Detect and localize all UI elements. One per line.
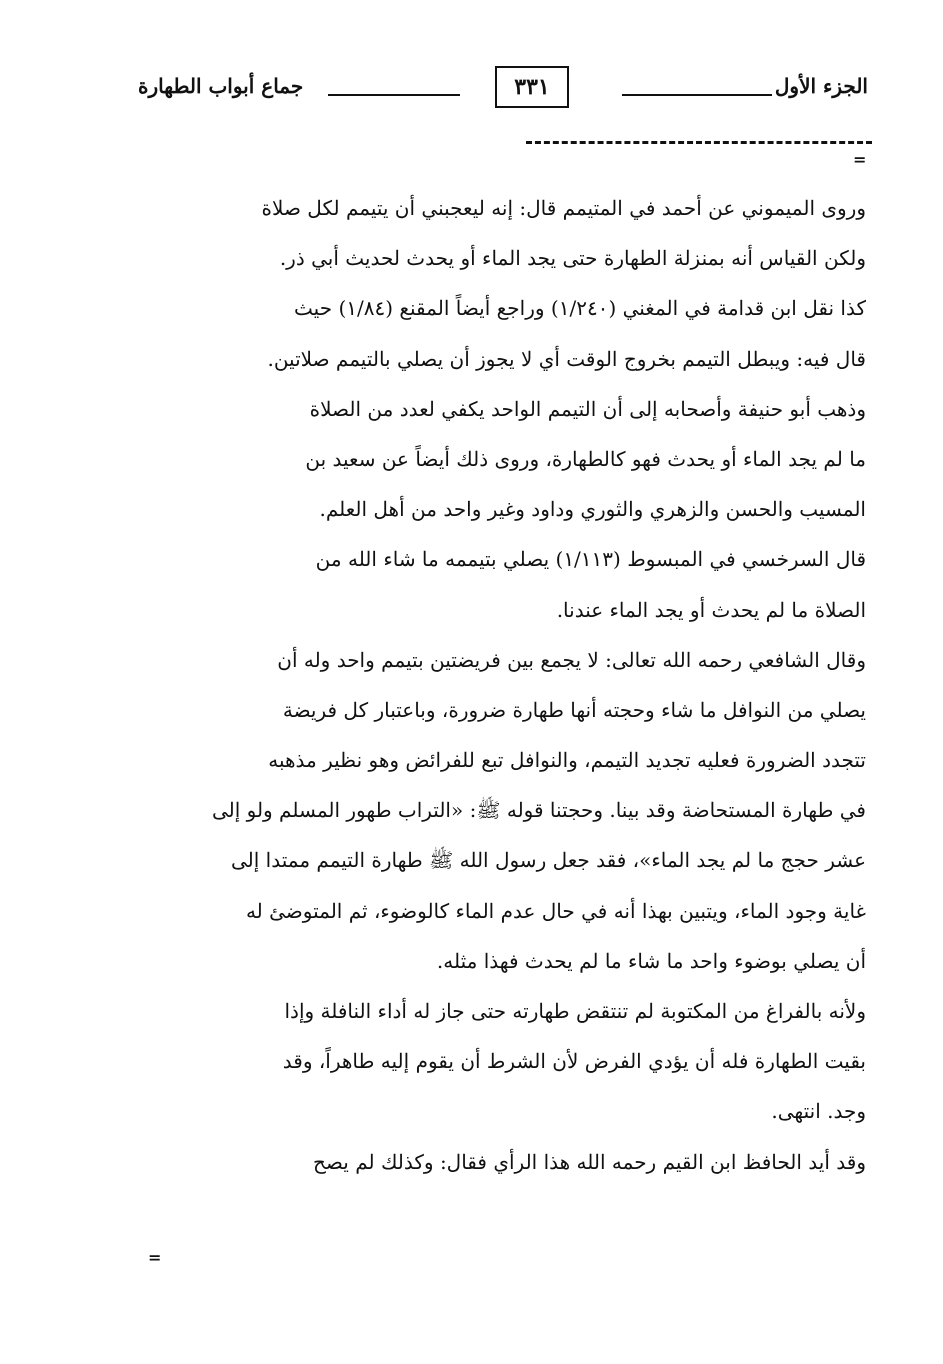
text-line: وذهب أبو حنيفة وأصحابه إلى أن التيمم الواحد يكفي لعدد من الصلاة bbox=[309, 396, 866, 421]
text-line: عشر حجج ما لم يجد الماء»، فقد جعل رسول الله ﷺ طهارة التيمم ممتدا إلى bbox=[231, 848, 866, 873]
text-line: قال السرخسي في المبسوط (١/١١٣) يصلي بتيممه ما شاء الله من bbox=[315, 547, 866, 572]
text-line: ولكن القياس أنه بمنزلة الطهارة حتى يجد الماء أو يحدث لحديث أبي ذر. bbox=[279, 246, 866, 271]
text-line: الصلاة ما لم يحدث أو يجد الماء عندنا. bbox=[556, 597, 866, 622]
footnote-body bbox=[160, 183, 866, 1187]
text-line: بقيت الطهارة فله أن يؤدي الفرض لأن الشرط أن يقوم إليه طاهراً، وقد bbox=[282, 1049, 866, 1074]
running-head-volume: الجزء الأول bbox=[774, 74, 868, 98]
page-number: ٣٣١ bbox=[495, 66, 569, 108]
text-line: أن يصلي بوضوء واحد ما شاء ما لم يحدث فهذا مثله. bbox=[436, 948, 866, 973]
running-head-chapter: جماع أبواب الطهارة bbox=[138, 74, 304, 98]
text-line: وقال الشافعي رحمه الله تعالى: لا يجمع بين فريضتين بتيمم واحد وله أن bbox=[277, 647, 866, 672]
text-line: ولأنه بالفراغ من المكتوبة لم تنتقض طهارته حتى جاز له أداء النافلة وإذا bbox=[284, 999, 866, 1023]
text-line: غاية وجود الماء، ويتبين بهذا أنه في حال عدم الماء كالوضوء، ثم المتوضئ له bbox=[245, 898, 866, 923]
text-line: تتجدد الضرورة فعليه تجديد التيمم، والنوافل تبع للفرائض وهو نظير مذهبه bbox=[268, 748, 866, 773]
text-line: المسيب والحسن والزهري والثوري وداود وغير واحد من أهل العلم. bbox=[319, 497, 866, 522]
page-header bbox=[128, 66, 868, 116]
text-line: يصلي من النوافل ما شاء وحجته أنها طهارة ضرورة، وباعتبار كل فريضة bbox=[282, 697, 866, 722]
text-line: قال فيه: ويبطل التيمم بخروج الوقت أي لا يجوز أن يصلي بالتيمم صلاتين. bbox=[267, 346, 866, 371]
text-line: ما لم يجد الماء أو يحدث فهو كالطهارة، وروى ذلك أيضاً عن سعيد بن bbox=[305, 446, 866, 471]
text-line: وروى الميموني عن أحمد في المتيمم قال: إنه ليعجبني أن يتيمم لكل صلاة bbox=[261, 196, 866, 220]
continuation-mark-top: = bbox=[853, 150, 867, 169]
footnote-dashed-rule bbox=[526, 141, 872, 144]
text-line: في طهارة المستحاضة وقد بينا. وحجتنا قوله ﷺ: «التراب طهور المسلم ولو إلى bbox=[211, 798, 866, 823]
text-line: وجد. انتهى. bbox=[771, 1099, 866, 1124]
header-rule-left bbox=[328, 94, 460, 96]
header-rule-right bbox=[622, 94, 772, 96]
text-line: وقد أيد الحافظ ابن القيم رحمه الله هذا الرأي فقال: وكذلك لم يصح bbox=[313, 1149, 866, 1174]
text-line: كذا نقل ابن قدامة في المغني (١/٢٤٠) وراجع أيضاً المقنع (١/٨٤) حيث bbox=[294, 296, 866, 321]
continuation-mark-bottom: = bbox=[148, 1248, 162, 1267]
